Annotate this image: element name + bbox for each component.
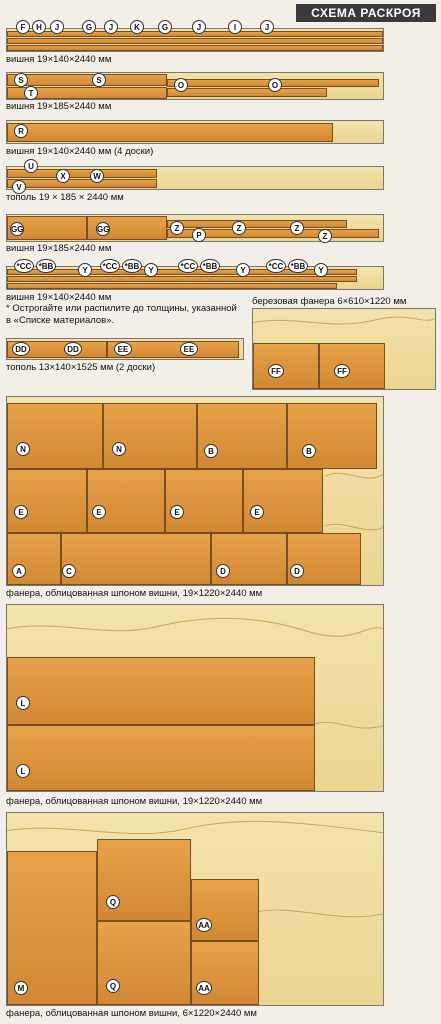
part-label: Z [290,221,304,235]
part-label: G [82,20,96,34]
board-caption: фанера, облицованная шпоном вишни, 6×1220×2440 мм [6,1008,257,1019]
part-s-upper [7,74,167,86]
part-label: A [12,564,26,578]
part-label: Y [144,263,158,277]
part-l-1 [7,657,315,725]
part-label: S [92,73,106,87]
part-label: DD [64,342,82,356]
part-label: O [268,78,282,92]
part-label: *CC [100,259,120,273]
part-label: T [24,86,38,100]
part-label: *BB [288,259,308,273]
part-label: L [16,764,30,778]
part-n-2 [103,403,197,469]
part-label: E [92,505,106,519]
part-label: DD [12,342,30,356]
part-label: EE [114,342,132,356]
board-cherry-3 [6,120,384,144]
part-label: *CC [14,259,34,273]
part-label: G [158,20,172,34]
board-cherry-2 [6,72,384,100]
part-label: D [290,564,304,578]
part-e-3 [165,469,243,533]
board-caption: березовая фанера 6×610×1220 мм [252,296,407,307]
part-label: U [24,159,38,173]
part-label: W [90,169,104,183]
part-label: *CC [266,259,286,273]
part-ff-1 [253,343,319,389]
board-veneer-plywood-3 [6,812,384,1006]
part-b-1 [197,403,287,469]
part-label: Z [170,221,184,235]
part-label: E [14,505,28,519]
part-label: B [204,444,218,458]
part-label: B [302,444,316,458]
part-label: X [56,169,70,183]
part-label: FF [334,364,350,378]
part-label: *BB [36,259,56,273]
part-label: L [16,696,30,710]
part-b-2 [287,403,377,469]
part-label: F [16,20,30,34]
board-veneer-plywood-2 [6,604,384,792]
board-caption: вишня 19×185×2440 мм [6,101,112,112]
board-caption: фанера, облицованная шпоном вишни, 19×1220×2440 мм [6,588,263,599]
part-c [61,533,211,585]
part-label: J [104,20,118,34]
part-label: C [62,564,76,578]
part-label: J [192,20,206,34]
part-label: V [12,180,26,194]
part-label: J [50,20,64,34]
board-caption: фанера, облицованная шпоном вишни, 19×1220×2440 мм [6,796,263,807]
board-caption: тополь 19 × 185 × 2440 мм [6,192,124,203]
part-r [7,123,333,142]
board-caption: вишня 19×140×2440 мм (4 доски) [6,146,154,157]
part-e-4 [243,469,323,533]
part-strip-mid [7,38,383,44]
part-label: GG [96,222,110,236]
part-ff-2 [319,343,385,389]
part-label: Z [318,229,332,243]
part-aa-2 [191,941,259,1005]
thickness-note: * Острогайте или распилите до толщины, указанной в «Списке материалов». [6,303,237,326]
part-label: I [228,20,242,34]
board-caption: вишня 19×140×2440 мм [6,292,112,303]
board-caption: тополь 13×140×1525 мм (2 доски) [6,362,156,373]
part-label: N [112,442,126,456]
part-label: O [174,78,188,92]
part-label: R [14,124,28,138]
part-label: E [250,505,264,519]
part-label: GG [10,222,24,236]
part-label: P [192,228,206,242]
part-label: AA [196,918,212,932]
part-n-1 [7,403,103,469]
part-label: Y [314,263,328,277]
board-caption: вишня 19×185×2440 мм [6,243,112,254]
part-label: H [32,20,46,34]
part-label: M [14,981,28,995]
part-label: E [170,505,184,519]
part-label: FF [268,364,284,378]
part-e-2 [87,469,165,533]
part-strip-c [7,283,337,289]
part-label: Z [232,221,246,235]
part-label: *BB [200,259,220,273]
part-o-lower [167,88,327,97]
diagram-title: СХЕМА РАСКРОЯ [296,4,436,22]
part-label: Y [236,263,250,277]
part-l-2 [7,725,315,791]
part-label: Q [106,979,120,993]
part-label: D [216,564,230,578]
part-e-1 [7,469,87,533]
board-caption: вишня 19×140×2440 мм [6,54,112,65]
part-label: Y [78,263,92,277]
part-label: AA [196,981,212,995]
part-v [7,179,157,188]
part-strip-bottom [7,45,383,51]
part-label: J [260,20,274,34]
part-label: *CC [178,259,198,273]
board-veneer-plywood-1 [6,396,384,586]
part-strip-b [7,276,357,282]
part-label: N [16,442,30,456]
part-label: K [130,20,144,34]
part-label: S [14,73,28,87]
part-label: EE [180,342,198,356]
part-z-upper [167,220,347,228]
part-label: Q [106,895,120,909]
part-label: *BB [122,259,142,273]
